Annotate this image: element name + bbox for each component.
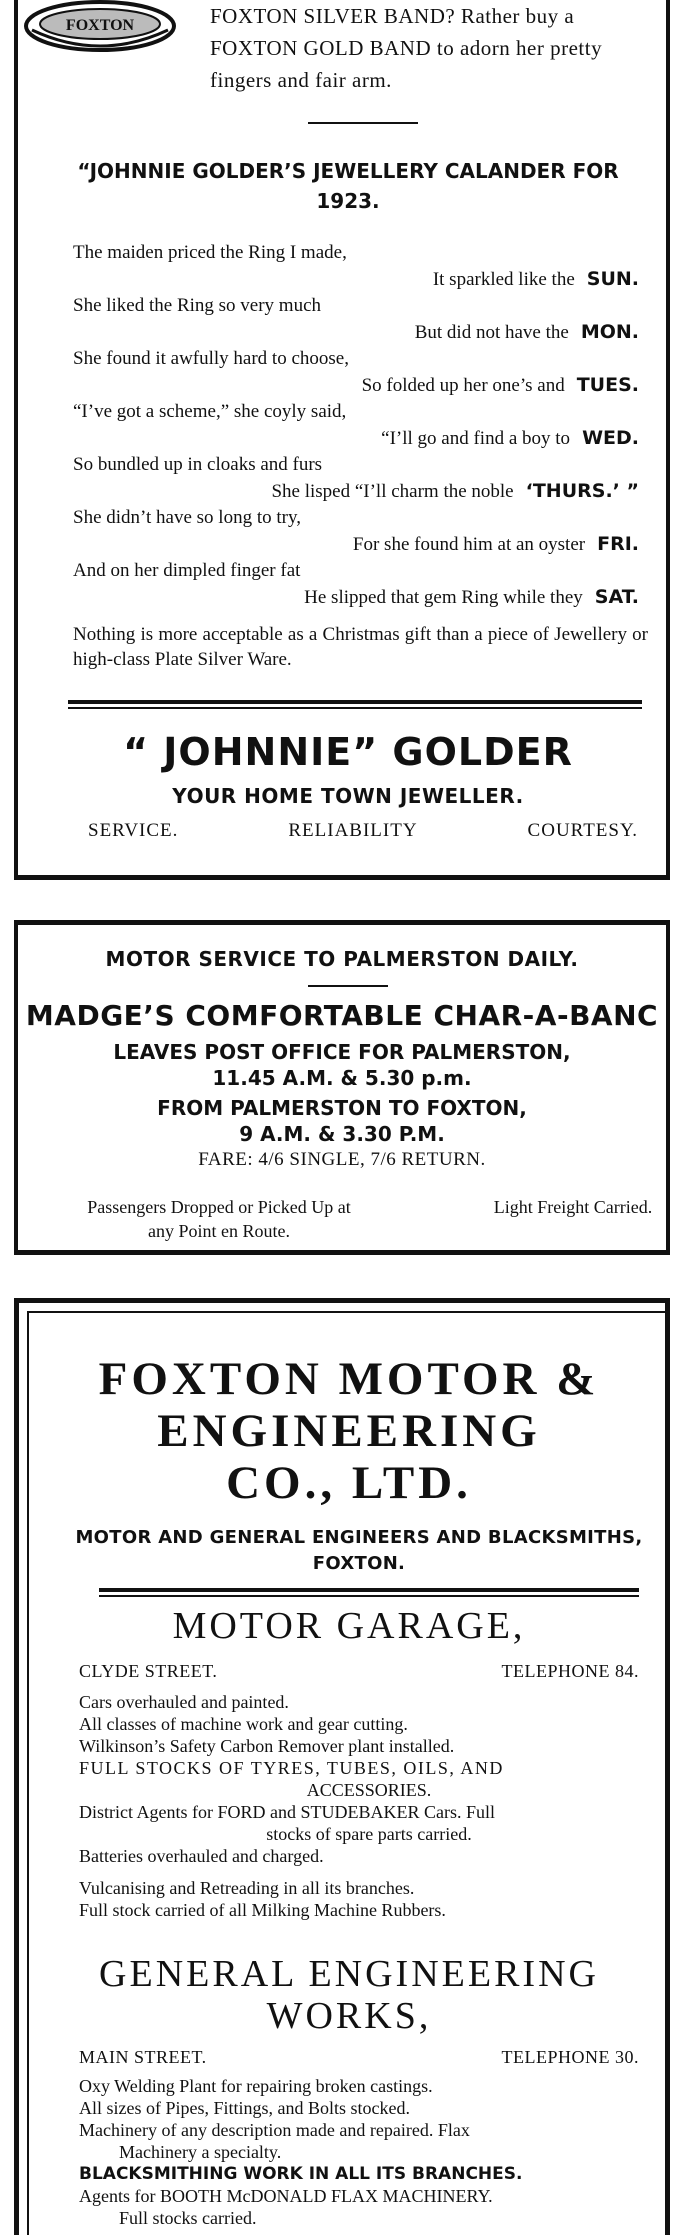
list-item: Batteries overhauled and charged.: [79, 1846, 324, 1866]
poem-line: So bundled up in cloaks and furs: [73, 454, 323, 475]
service-heading: MOTOR SERVICE TO PALMERSTON DAILY.: [105, 947, 579, 971]
company-name-line: FOXTON MOTOR &: [98, 1353, 600, 1405]
leaves-line: LEAVES POST OFFICE FOR PALMERSTON,: [113, 1040, 571, 1064]
from-times: 9 A.M. & 3.30 P.M.: [239, 1122, 445, 1146]
value-courtesy: COURTESY.: [527, 820, 638, 841]
double-rule: [99, 1588, 639, 1597]
poem: [73, 240, 643, 611]
return-info: [18, 1095, 666, 1147]
list-item: Vulcanising and Retreading in all its branches.: [79, 1878, 415, 1898]
list-item: Full stocks carried.: [119, 2208, 257, 2228]
company-name-line: ENGINEERING: [157, 1405, 541, 1457]
works-title-line: GENERAL ENGINEERING: [99, 1953, 599, 1995]
poem-line: The maiden priced the Ring I made,: [73, 242, 347, 263]
tagline: YOUR HOME TOWN JEWELLER.: [172, 784, 524, 808]
poem-line: She found it awfully hard to choose,: [73, 348, 349, 369]
day-name: WED.: [582, 427, 639, 449]
poem-line: She lisped “I’ll charm the noble ‘THURS.’ ”: [271, 480, 639, 502]
list-item: BLACKSMITHING WORK IN ALL ITS BRANCHES.: [79, 2164, 523, 2184]
divider: [308, 985, 388, 987]
calendar-title: “JOHNNIE GOLDER’S JEWELLERY CALANDER FOR 1923.: [77, 159, 619, 213]
leaves-times: 11.45 A.M. & 5.30 p.m.: [212, 1066, 472, 1090]
poem-line: So folded up her one’s and TUES.: [361, 374, 639, 396]
values-row: [88, 820, 638, 842]
day-name: MON.: [580, 321, 639, 343]
works-services-list: [79, 2075, 659, 2229]
works-title-line: WORKS,: [266, 1995, 432, 2037]
service-name: MADGE’S COMFORTABLE CHAR-A-BANC: [25, 999, 659, 1032]
poem-line: But did not have the MON.: [414, 321, 639, 343]
double-rule: [68, 700, 642, 709]
poem-line: “I’ll go and find a boy to WED.: [381, 427, 639, 449]
town-line: FOXTON.: [312, 1553, 406, 1574]
works-contact-row: [79, 2047, 639, 2068]
garage-title: MOTOR GARAGE,: [172, 1605, 526, 1647]
day-name: SAT.: [594, 586, 639, 608]
day-name: SUN.: [586, 268, 639, 290]
garage-phone: TELEPHONE 84.: [501, 1661, 639, 1681]
list-item: Cars overhauled and painted.: [79, 1692, 289, 1712]
company-name-line: CO., LTD.: [226, 1457, 472, 1509]
list-item: Oxy Welding Plant for repairing broken castings.: [79, 2076, 433, 2096]
inner-border: [27, 1311, 665, 2235]
poem-line: She liked the Ring so very much: [73, 295, 322, 316]
day-name: TUES.: [576, 374, 639, 396]
list-item: FULL STOCKS OF TYRES, TUBES, OILS, AND: [79, 1758, 504, 1778]
day-name: FRI.: [597, 533, 639, 555]
divider: [308, 122, 418, 124]
poem-line: It sparkled like the SUN.: [432, 268, 639, 290]
brand-name: “ JOHNNIE” GOLDER: [123, 730, 573, 774]
works-phone: TELEPHONE 30.: [501, 2047, 639, 2067]
poem-line: For she found him at an oyster FRI.: [352, 533, 639, 555]
list-item: Agents for BOOTH McDONALD FLAX MACHINERY.: [79, 2186, 493, 2206]
from-line: FROM PALMERSTON TO FOXTON,: [157, 1096, 527, 1120]
golder-advertisement: [14, 0, 670, 880]
works-street: MAIN STREET.: [79, 2047, 207, 2067]
day-name: ‘THURS.’ ”: [525, 480, 639, 502]
ring-label: FOXTON: [65, 17, 135, 34]
value-reliability: RELIABILITY: [288, 820, 418, 841]
ring-illustration: [22, 0, 178, 58]
garage-contact-row: [79, 1661, 639, 1682]
poem-line: He slipped that gem Ring while they SAT.: [304, 586, 639, 608]
list-item: District Agents for FORD and STUDEBAKER Cars. Full: [79, 1802, 495, 1822]
list-item: Machinery of any description made and repaired. Flax: [79, 2120, 470, 2140]
garage-street: CLYDE STREET.: [79, 1661, 218, 1681]
list-item: Machinery a specialty.: [119, 2142, 282, 2162]
list-item: ACCESSORIES.: [306, 1780, 432, 1800]
closing-text: Nothing is more acceptable as a Christmas gift than a piece of Jewellery or high-class Plate Silver Ware.: [73, 624, 648, 670]
freight-text: Light Freight Carried.: [493, 1197, 653, 1217]
fare-text: FARE: 4/6 SINGLE, 7/6 RETURN.: [198, 1149, 486, 1170]
poem-line: She didn’t have so long to try,: [73, 507, 301, 528]
poem-line: “I’ve got a scheme,” she coyly said,: [73, 401, 347, 422]
garage-services-list: [79, 1691, 659, 1921]
list-item: stocks of spare parts carried.: [266, 1824, 472, 1844]
list-item: All sizes of Pipes, Fittings, and Bolts stocked.: [79, 2098, 410, 2118]
intro-text: FOXTON SILVER BAND? Rather buy a FOXTON GOLD BAND to adorn her pretty fingers and fair arm.: [210, 4, 603, 92]
company-subtitle: [49, 1525, 669, 1577]
list-item: Full stock carried of all Milking Machine Rubbers.: [79, 1900, 446, 1920]
poem-line: And on her dimpled finger fat: [73, 560, 301, 581]
foxton-motor-advertisement: [14, 1298, 670, 2235]
list-item: Wilkinson’s Safety Carbon Remover plant installed.: [79, 1736, 455, 1756]
madge-advertisement: [14, 920, 670, 1255]
list-item: All classes of machine work and gear cutting.: [79, 1714, 408, 1734]
subtitle-line: MOTOR AND GENERAL ENGINEERS AND BLACKSMITHS,: [75, 1527, 643, 1548]
departure-info: [18, 1039, 666, 1091]
value-service: SERVICE.: [88, 820, 179, 841]
passengers-text: Passengers Dropped or Picked Up at any Point en Route.: [87, 1197, 351, 1241]
